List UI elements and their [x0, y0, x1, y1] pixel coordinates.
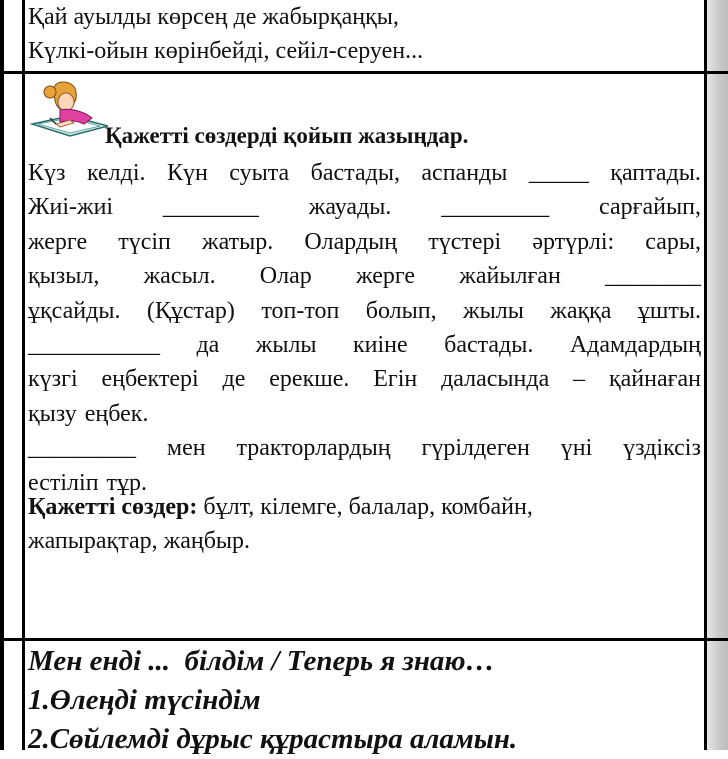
paragraph-line — [28, 190, 701, 224]
paragraph-word: бастады, — [310, 160, 400, 186]
paragraph-word: тракторлардың — [236, 435, 391, 462]
paragraph-word: тұр. — [106, 469, 148, 496]
blank-slot: ___________ — [28, 332, 160, 359]
paragraph-word: топ-топ — [261, 297, 340, 324]
paragraph-word: бастады. — [444, 332, 534, 359]
paragraph-word: жаққа — [550, 297, 612, 324]
paragraph-word: үздіксіз — [623, 435, 701, 462]
paragraph-word: қайнаған — [608, 366, 701, 393]
paragraph-word: (Құстар) — [146, 297, 235, 324]
paragraph-word: гүрілдеген — [421, 435, 530, 462]
paragraph-word: жылы — [463, 297, 524, 324]
paragraph-word: жерге — [355, 263, 416, 290]
reflection-item: 1.Өлеңді түсіндім — [28, 684, 261, 716]
paragraph-word: үні — [560, 435, 593, 462]
paragraph-word: де — [222, 366, 246, 393]
paragraph-word: Адамдардың — [569, 332, 701, 359]
required-words-label: Қажетті сөздер: — [28, 494, 198, 520]
paragraph-word: Егін — [373, 366, 418, 393]
paragraph-word: киіне — [353, 332, 408, 359]
required-words — [28, 490, 701, 558]
blank-slot: _________ — [441, 194, 550, 221]
paragraph-word: қызыл, — [28, 263, 100, 290]
paragraph-word: еңбектері — [101, 366, 199, 393]
reflection-cell — [28, 642, 701, 759]
paragraph-word: Күн — [166, 160, 208, 186]
paragraph-word: қызу — [28, 400, 77, 427]
paragraph-word: да — [196, 332, 220, 359]
table-row-divider — [0, 638, 728, 641]
paragraph-word: Күз — [28, 160, 66, 186]
paragraph-line — [28, 259, 701, 293]
paragraph-line — [28, 431, 701, 465]
required-words-list-cont: жапырақтар, жаңбыр. — [28, 528, 251, 554]
paragraph-word: түсіп — [118, 228, 171, 255]
paragraph-word: еңбек. — [84, 400, 149, 427]
paragraph-word: күзгі — [28, 366, 78, 393]
paragraph-word: жерге — [28, 228, 88, 255]
table-row-divider — [0, 71, 728, 74]
paragraph-word: сары, — [645, 228, 701, 255]
paragraph-word: аспанды — [421, 160, 508, 186]
reflection-item: 2.Сөйлемді дұрыс құрастыра аламын. — [28, 723, 518, 755]
task-title: Қажетті сөздерді қойып жазыңдар. — [105, 123, 469, 148]
paragraph-word: – — [573, 366, 586, 393]
paragraph-line — [28, 397, 701, 431]
task-paragraph — [28, 156, 701, 500]
paragraph-word: түстері — [428, 228, 502, 255]
poem-line: Қай ауылды көрсең де жабырқаңқы, — [28, 4, 399, 30]
girl-writing-icon — [30, 80, 108, 138]
paragraph-line — [28, 225, 701, 259]
paragraph-word: суыта — [229, 160, 290, 186]
paragraph-word: жылы — [255, 332, 317, 359]
blank-slot: _____ — [528, 160, 589, 186]
paragraph-word: Жиі-жиі — [28, 194, 114, 221]
paragraph-line — [28, 328, 701, 362]
paragraph-word: жайылған — [459, 263, 561, 290]
poem-line: Күлкі-ойын көрінбейді, сейіл-серуен... — [28, 38, 424, 64]
paragraph-line — [28, 156, 701, 190]
paragraph-word: Олар — [259, 263, 312, 290]
paragraph-word: келді. — [86, 160, 146, 186]
reflection-heading: Мен енді ... білдім / Теперь я знаю… — [28, 645, 495, 677]
paragraph-word: Олардың — [304, 228, 398, 255]
paragraph-line — [28, 294, 701, 328]
paragraph-word: жасыл. — [143, 263, 216, 290]
blank-slot: ________ — [162, 194, 259, 221]
paragraph-word: ерекше. — [269, 366, 350, 393]
paragraph-word: жатыр. — [201, 228, 274, 255]
paragraph-word: мен — [166, 435, 206, 462]
paragraph-word: болып, — [365, 297, 437, 324]
paragraph-word: даласында — [441, 366, 550, 393]
poem-cell — [28, 0, 701, 68]
paragraph-word: ұшты. — [637, 297, 701, 324]
paragraph-word: сарғайып, — [599, 194, 701, 221]
paragraph-line — [28, 362, 701, 396]
required-words-list: бұлт, кілемге, балалар, комбайн, — [197, 494, 533, 520]
paragraph-word: естіліп — [28, 469, 99, 496]
paragraph-word: әртүрлі: — [532, 228, 615, 255]
paragraph-word: ұқсайды. — [28, 297, 121, 324]
paragraph-word: қаптады. — [610, 160, 701, 186]
blank-slot: _________ — [28, 435, 136, 462]
paragraph-word: жауады. — [308, 194, 392, 221]
blank-slot: ________ — [605, 263, 701, 290]
